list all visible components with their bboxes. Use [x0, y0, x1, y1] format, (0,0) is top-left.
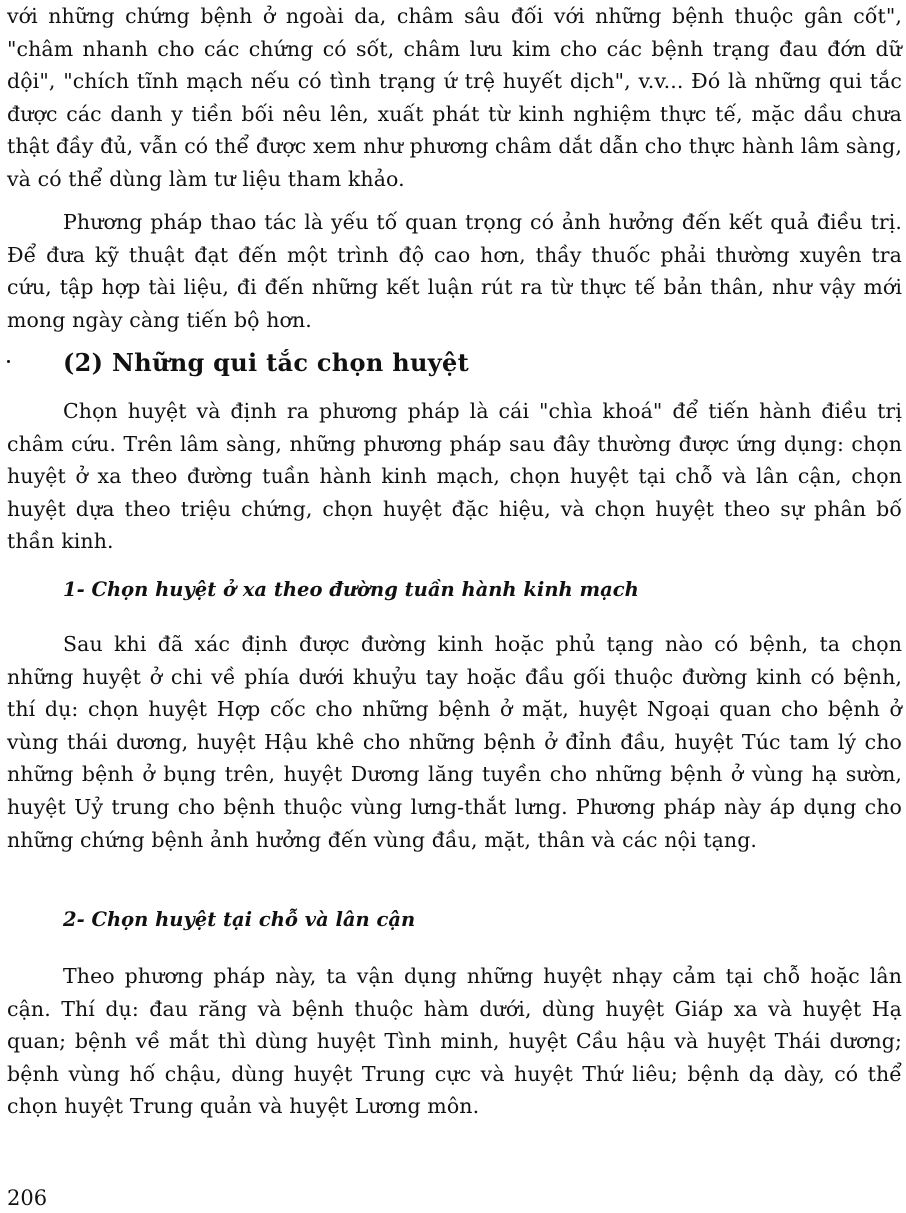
body-paragraph-5: Theo phương pháp này, ta vận dụng những huyệt nhạy cảm tại chỗ hoặc lân cận. Thí dụ: đau răng và bệnh thuộc hàm dưới, dùng huyệt Giáp xa và huyệt Hạ quan; bệnh về mắt thì dùng huyệt Tình minh, huyệt Cầu hậu và huyệt Thái dương; bệnh vùng hố chậu, dùng huyệt Trung cực và huyệt Thứ liêu; bệnh dạ dày, có thể chọn huyệt Trung quản và huyệt Lương môn. [7, 964, 902, 1119]
stray-dot-mark [7, 360, 10, 363]
document-page [7, 0, 902, 1213]
body-paragraph-3: Chọn huyệt và định ra phương pháp là cái "chìa khoá" để tiến hành điều trị châm cứu. Trên lâm sàng, những phương pháp sau đây thường được ứng dụng: chọn huyệt ở xa theo đường tuần hành kinh mạch, chọn huyệt tại chỗ và lân cận, chọn huyệt dựa theo triệu chứng, chọn huyệt đặc hiệu, và chọn huyệt theo sự phân bố thần kinh. [7, 399, 902, 554]
page-number: 206 [7, 1186, 48, 1210]
subheading-2: 2- Chọn huyệt tại chỗ và lân cận [63, 908, 416, 931]
section-heading: (2) Những qui tắc chọn huyệt [63, 348, 469, 377]
subheading-1: 1- Chọn huyệt ở xa theo đường tuần hành kinh mạch [63, 578, 639, 601]
body-paragraph-4: Sau khi đã xác định được đường kinh hoặc phủ tạng nào có bệnh, ta chọn những huyệt ở chi về phía dưới khuỷu tay hoặc đầu gối thuộc đường kinh có bệnh, thí dụ: chọn huyệt Hợp cốc cho những bệnh ở mặt, huyệt Ngoại quan cho bệnh ở vùng thái dương, huyệt Hậu khê cho những bệnh ở đỉnh đầu, huyệt Túc tam lý cho những bệnh ở bụng trên, huyệt Dương lăng tuyền cho những bệnh ở vùng hạ sườn, huyệt Uỷ trung cho bệnh thuộc vùng lưng-thắt lưng. Phương pháp này áp dụng cho những chứng bệnh ảnh hưởng đến vùng đầu, mặt, thân và các nội tạng. [7, 632, 902, 852]
body-paragraph-2: Phương pháp thao tác là yếu tố quan trọng có ảnh hưởng đến kết quả điều trị. Để đưa kỹ thuật đạt đến một trình độ cao hơn, thầy thuốc phải thường xuyên tra cứu, tập hợp tài liệu, đi đến những kết luận rút ra từ thực tế bản thân, như vậy mới mong ngày càng tiến bộ hơn. [7, 210, 902, 332]
body-paragraph-1: với những chứng bệnh ở ngoài da, châm sâu đối với những bệnh thuộc gân cốt", "châm nhanh cho các chứng có sốt, châm lưu kim cho các bệnh trạng đau đớn dữ dội", "chích tĩnh mạch nếu có tình trạng ứ trệ huyết dịch", v.v... Đó là những qui tắc được các danh y tiền bối nêu lên, xuất phát từ kinh nghiệm thực tế, mặc dầu chưa thật đầy đủ, vẫn có thể được xem như phương châm dắt dẫn cho thực hành lâm sàng, và có thể dùng làm tư liệu tham khảo. [7, 4, 902, 191]
